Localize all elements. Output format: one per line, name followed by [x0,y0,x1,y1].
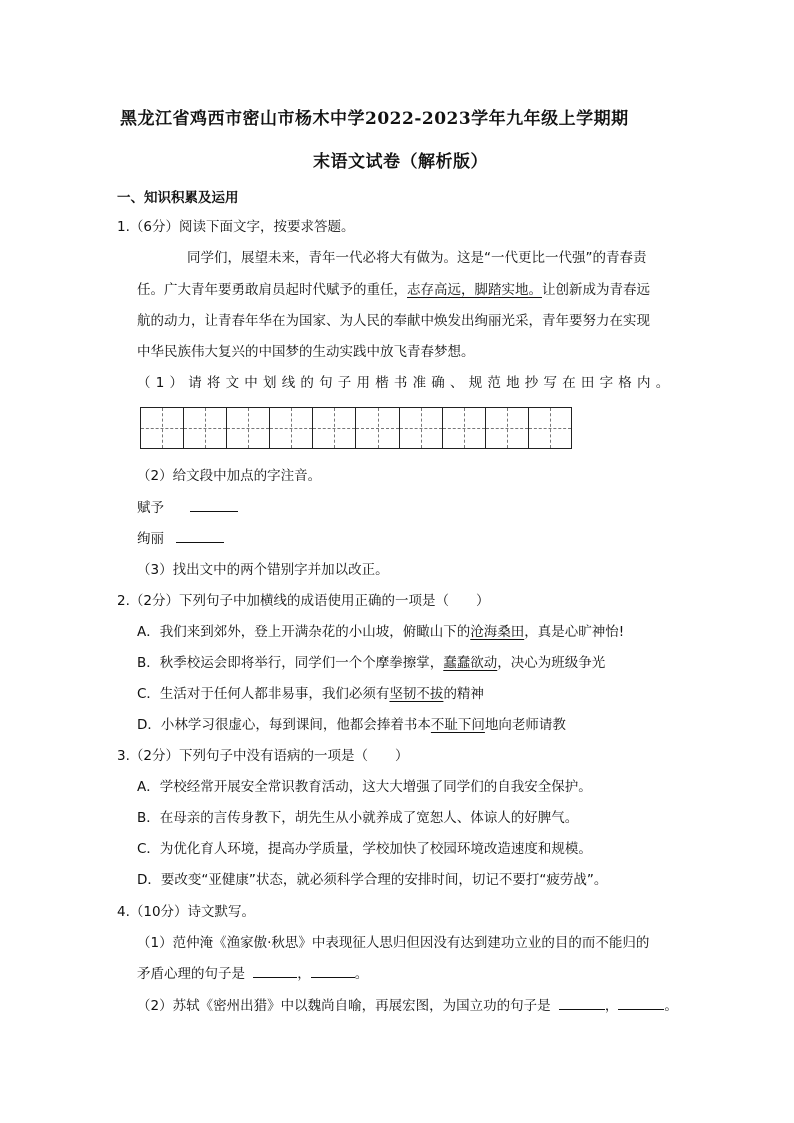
option-a [137,622,624,642]
underlined-idiom: 坚韧不拔 [389,686,444,702]
grid-cell[interactable] [443,408,486,448]
pinyin-item [137,498,238,518]
punctuation: ， [297,966,311,982]
tianzige-grid[interactable] [140,407,572,449]
page-title-line2: 末语文试卷（解析版） [313,152,488,172]
question-1-head: 1.（6分）阅读下面文字，按要求答题。 [117,219,355,235]
grid-cell[interactable] [141,408,184,448]
punctuation: 。 [664,998,678,1014]
passage-line: 同学们，展望未来，青年一代必将大有做为。这是“一代更比一代强”的青春责 [187,250,647,266]
underlined-idiom: 沧海桑田 [470,624,525,640]
option-c [137,684,484,704]
answer-blank[interactable] [559,997,605,1010]
option-text: 的精神 [443,686,484,702]
grid-cell[interactable] [227,408,270,448]
punctuation: 。 [354,966,369,982]
grid-cell[interactable] [184,408,227,448]
option-text: C．生活对于任何人都非易事，我们必须有 [137,686,390,702]
passage-text: 让创新成为青春远 [542,282,650,298]
answer-blank[interactable] [190,499,238,512]
option-text: D．小林学习很虚心，每到课间，他都会捧着书本 [137,717,431,733]
sub-question-1: （1）范仲淹《渔家傲·秋思》中表现征人思归但因没有达到建功立业的目的而不能归的 [137,935,650,951]
question-3-head: 3.（2分）下列句子中没有语病的一项是（ ） [117,748,409,764]
page-title: 黑龙江省鸡西市密山市杨木中学2022-2023学年九年级上学期期 [120,109,629,129]
sub-question-1-cont [137,964,368,984]
word-label: 赋予 [137,500,164,516]
grid-cell[interactable] [529,408,571,448]
option-text: A．我们来到郊外，登上开满杂花的小山坡，俯瞰山下的 [137,624,471,640]
passage-line: 航的动力，让青春年华在为国家、为人民的奉献中焕发出绚丽光采，青年要努力在实现 [137,313,650,329]
pinyin-item [137,529,224,549]
punctuation: ， [604,998,619,1014]
passage-line: 中华民族伟大复兴的中国梦的生动实践中放飞青春梦想。 [137,344,475,360]
option-d [137,715,566,735]
question-text: 矛盾心理的句子是 [137,966,245,982]
underlined-idiom: 不耻下问 [430,717,485,733]
option-text: ，真是心旷神怡! [524,624,625,640]
grid-cell[interactable] [313,408,356,448]
question-text: （2）苏轼《密州出猎》中以魏尚自喻，再展宏图，为国立功的句子是 [137,998,551,1014]
sub-question-1: （1）请将文中划线的句子用楷书准确、规范地抄写在田字格内。 [137,375,675,391]
answer-blank[interactable] [253,965,297,978]
answer-blank[interactable] [176,530,224,543]
option-b [137,653,605,673]
word-label: 绚丽 [137,531,164,547]
underlined-sentence: 志存高远，脚踏实地。 [407,282,542,298]
option-c: C．为优化育人环境，提高办学质量，学校加快了校园环境改造速度和规模。 [137,841,592,857]
question-4-head: 4.（10分）诗文默写。 [117,904,256,920]
option-a: A．学校经常开展安全常识教育活动，这大大增强了同学们的自我安全保护。 [137,779,592,795]
passage-line [137,280,650,300]
sub-question-3: （3）找出文中的两个错别字并加以改正。 [137,562,389,578]
grid-cell[interactable] [270,408,313,448]
answer-blank[interactable] [311,965,355,978]
grid-cell[interactable] [400,408,443,448]
sub-question-2: （2）给文段中加点的字注音。 [137,468,322,484]
option-text: B．秋季校运会即将举行，同学们一个个摩拳擦掌， [137,655,444,671]
option-text: 地向老师请教 [484,717,566,733]
answer-blank[interactable] [618,997,664,1010]
option-text: ，决心为班级争光 [497,655,606,671]
option-d: D．要改变“亚健康”状态，就必须科学合理的安排时间，切记不要打“疲劳战”。 [137,872,608,888]
grid-cell[interactable] [486,408,529,448]
section-heading: 一、知识积累及运用 [117,190,239,206]
underlined-idiom: 蠢蠢欲动 [443,655,498,671]
option-b: B．在母亲的言传身教下，胡先生从小就养成了宽恕人、体谅人的好脾气。 [137,810,579,826]
passage-text: 任。广大青年要勇敢肩员起时代赋予的重任， [137,282,407,298]
grid-cell[interactable] [356,408,399,448]
question-2-head: 2.（2分）下列句子中加横线的成语使用正确的一项是（ ） [117,593,490,609]
sub-question-2 [137,996,678,1016]
